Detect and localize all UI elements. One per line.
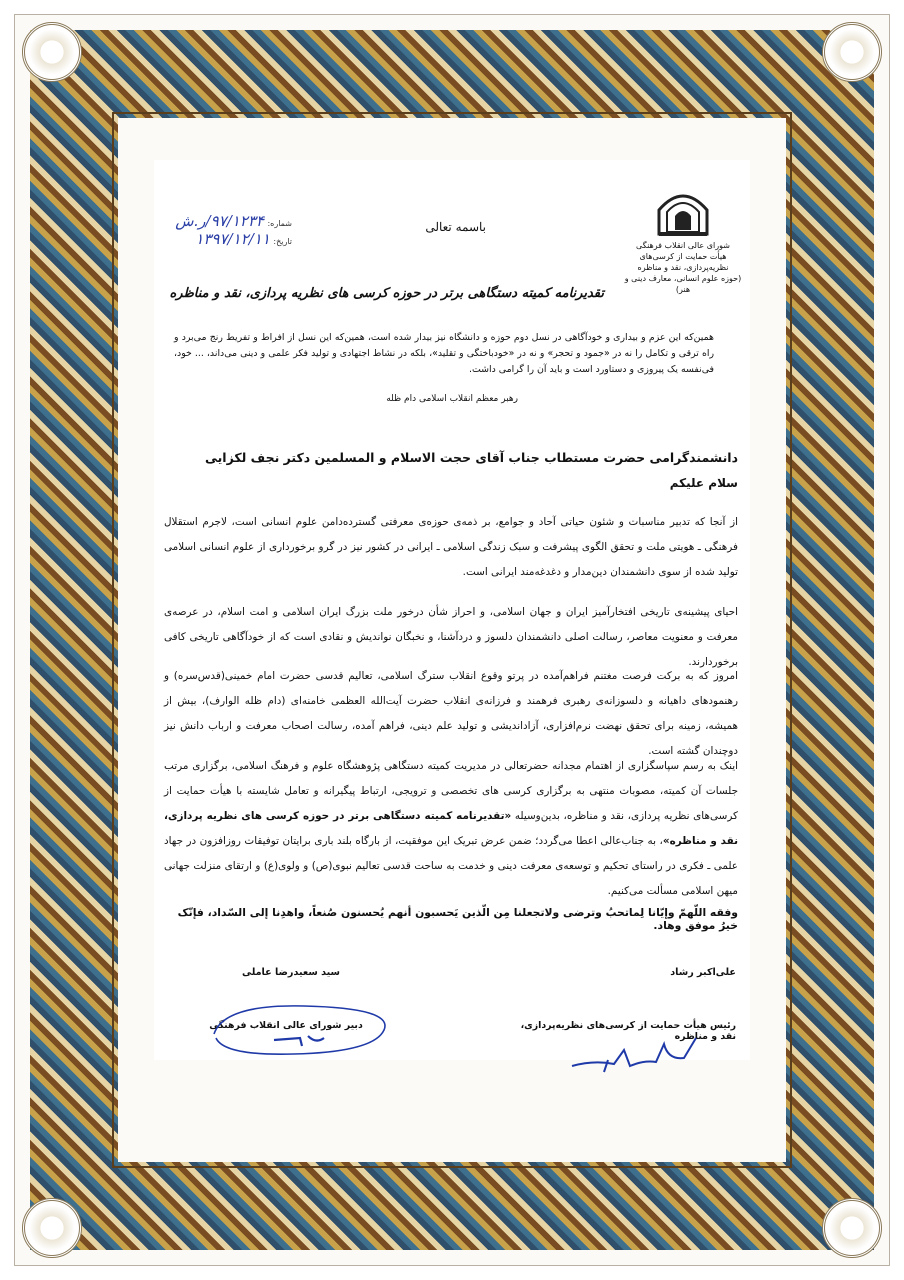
recipient: دانشمندگرامی حضرت مستطاب جناب آقای حجت الاسلام و المسلمین دکتر نجف لکزایی: [204, 450, 738, 465]
paragraph-3: امروز که به برکت فرصت مغتنم فراهم‌آمده در پرتو وقوع انقلاب سترگ اسلامی، تعالیم قدسی حضرت امام خمینی(قدس‌سره) و رهنمودهای داهیانه و دلسوزانه‌ی رهبری فرهمند و فرزانه‌ی انقلاب حضرت آیت‌الله العظمی خامنه‌ای (دام ظله الوارف)، بیش از همیشه، زمینه برای تحقق نهضت نرم‌افزاری، آزاداندیشی و تولید علم دینی، فراهم آمده، رسالت اصحاب معرفت و ارباب دانش نیز دوچندان گشته است.: [164, 670, 738, 757]
certificate-title: تقدیرنامه کمیته دستگاهی برتر در حوزه کرسی های نظریه پردازی، نقد و مناظره: [169, 286, 604, 301]
corner-ornament: [822, 22, 882, 82]
corner-ornament: [22, 22, 82, 82]
number-value: ۹۷/۱۲۳۴/ر.ش: [175, 212, 264, 230]
certificate-content: [150, 188, 754, 1068]
closing-prayer: وفقه اللّهمّ وإیّانا لِماتحبُ وترضی ولاتجعلنا مِن الّذین یَحسبون أنهم یُحسنون صُنعاً، واهدِنا إلی السّداد، فإنّک خیرُ موفق وهاد.: [177, 906, 738, 932]
date-value: ۱۳۹۷/۱۲/۱۱: [195, 230, 270, 248]
signatory-right-name: علی‌اکبر رشاد: [670, 967, 736, 978]
signatory-left-role: دبیر شورای عالی انقلاب فرهنگی: [209, 1020, 363, 1031]
signatory-left-name: سید سعیدرضا عاملی: [242, 967, 340, 978]
paragraph-4-part2: ، به جناب‌عالی اعطا می‌گردد؛ ضمن عرض تبریک این موفقیت، از بارگاه بلند باری برایتان توفیقات روزافزون در جهاد علمی ـ فکری در راستای تحکیم و توسعه‌ی معرفت دینی و خدمت به ساحت قدسی تعالیم نبوی(ص) و ولوی(ع) و ارتقای منزلت جهانی میهن اسلامی مسألت می‌کنیم.: [164, 835, 738, 897]
reference-box: [142, 212, 292, 248]
org-logo-block: [618, 188, 748, 295]
date-label: تاریخ:: [273, 237, 292, 246]
left-signature-icon: [204, 994, 404, 1064]
basmala: باسمه تعالی: [425, 220, 486, 234]
right-signature-icon: [564, 1030, 714, 1080]
paragraph-4: [164, 754, 738, 904]
org-emblem-icon: [653, 188, 713, 240]
quote-source: رهبر معظم انقلاب اسلامی دام ظله: [386, 394, 518, 404]
org-name-line3: (حوزه علوم انسانی، معارف دینی و هنر): [624, 274, 742, 294]
paragraph-2: احیای پیشینه‌ی تاریخی افتخارآمیز ایران و جهان اسلامی، و احراز شأن درخور ملت بزرگ ایران اسلامی و امت اسلام، در عرصه‌ی معرفت و معنویت معاصر، رسالت اصلی دانشمندان دلسوز و دردآشنا، و نخبگان نواندیش و نقادی است که از خودآگاهی تاریخی کافی برخوردارند.: [164, 606, 738, 668]
org-name-line2: هیأت حمایت از کرسی‌های نظریه‌پردازی، نقد و مناظره: [637, 252, 729, 272]
paragraph-1: از آنجا که تدبیر مناسبات و شئون حیاتی آحاد و جوامع، بر ذمه‌ی حوزه‌ی معرفتی گسترده‌دامن علوم انسانی است، لاجرم استقلال فرهنگی ـ هویتی ملت و تحقق الگوی پیشرفت و سبک زندگی اسلامی ـ ایرانی در کشور نیز در گرو برخورداری از علوم انسانی اسلامی تولید شده از سوی دانشمندان دین‌مدار و دغدغه‌مند ایرانی است.: [164, 516, 738, 578]
corner-ornament: [22, 1198, 82, 1258]
greeting: سلام علیکم: [669, 476, 738, 490]
signatory-right-role: رئیس هیأت حمایت از کرسی‌های نظریه‌پردازی، نقد و مناظره: [520, 1020, 736, 1042]
paragraph-4-award: «تقدیرنامه کمیته دستگاهی برتر در حوزه کرسی های نظریه پردازی، نقد و مناظره»: [164, 810, 739, 847]
org-name-line1: شورای عالی انقلاب فرهنگی: [636, 241, 730, 250]
number-label: شماره:: [267, 219, 292, 228]
corner-ornament: [822, 1198, 882, 1258]
leader-quote: همین‌که این عزم و بیداری و خودآگاهی در نسل دوم حوزه و دانشگاه نیز بیدار شده است، همین‌که این نسل از افراط و تفریط رنج می‌برد و راه ترقی و تکامل را نه در «جمود و تحجر» و نه در «خودباختگی و تقلید»، بلکه در نشاط اجتهادی و تولید فکر علمی و دینی می‌داند، ... خود، فی‌نفسه یک پیروزی و دستاورد است و باید آن را گرامی داشت.: [174, 332, 714, 375]
paragraph-4-part1: اینک به رسم سپاسگزاری از اهتمام مجدانه حضرتعالی در مدیریت کمیته دستگاهی پژوهشگاه علوم و فرهنگ اسلامی، برگزاری مرتب جلسات آن کمیته، مصوبات منتهی به برگزاری کرسی های تخصصی و ترویجی، ارتباط پیگیرانه و تعامل شایسته با هیأت حمایت از کرسی‌های نظریه پردازی، نقد و مناظره، بدین‌وسیله: [164, 760, 738, 822]
